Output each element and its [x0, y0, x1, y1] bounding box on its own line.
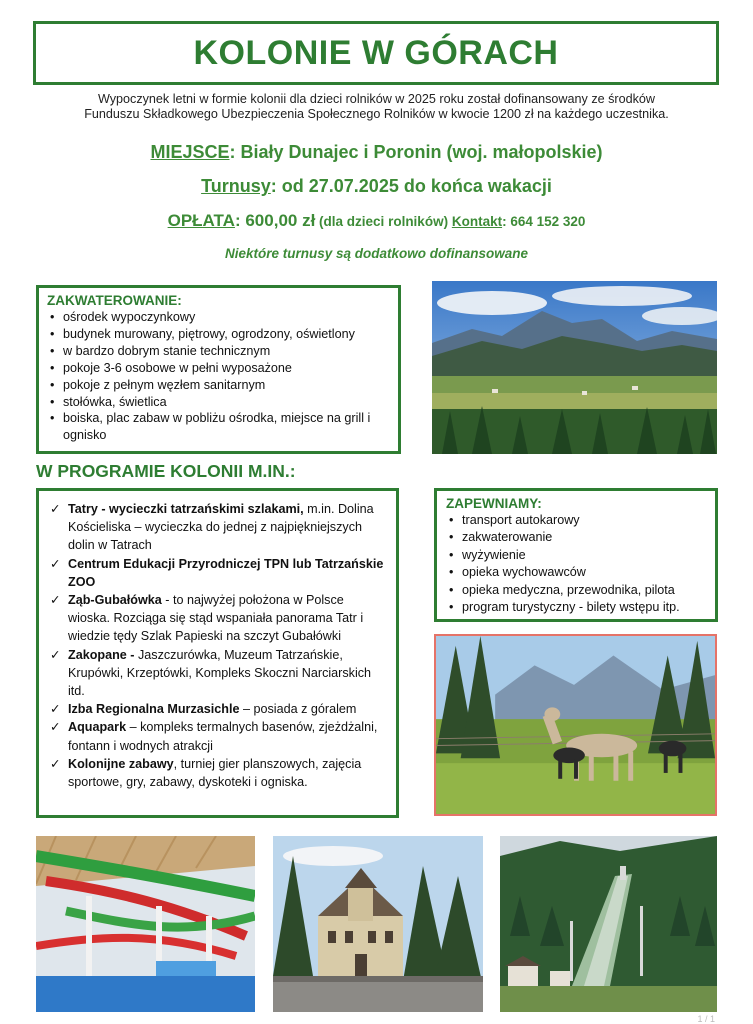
item-text: Jaszczurówka, Muzeum Tatrzańskie, Krupówki, Krzeptówki, Kompleks Skoczni Narciarskich itd. — [68, 647, 372, 699]
contact-label: Kontakt — [451, 214, 503, 229]
place-line — [0, 142, 753, 163]
mountains-photo — [432, 281, 717, 454]
alpacas-photo — [434, 634, 717, 816]
item-bold: Centrum Edukacji Przyrodniczej TPN lub Tatrzańskie ZOO — [68, 556, 384, 589]
intro-text — [30, 92, 723, 122]
check-icon: ✓ — [50, 720, 61, 735]
turns-label: Turnusy — [201, 176, 271, 196]
item-bold: Ząb-Gubałówka — [68, 593, 162, 608]
item-text: , turniej gier planszowych, zajęcia sportowe, gry, zabawy, dyskoteki i ogniska. — [68, 756, 362, 790]
fee-note: (dla dzieci rolników) — [315, 214, 452, 229]
turns-line — [0, 176, 753, 197]
list-item: • opieka medyczna, przewodnika, pilota — [446, 582, 706, 599]
check-icon: ✓ — [50, 702, 61, 717]
program-list — [47, 500, 388, 791]
museum-photo — [273, 836, 483, 1012]
list-item: • zakwaterowanie — [446, 529, 706, 546]
check-icon: ✓ — [50, 556, 61, 571]
list-item: • boiska, plac zabaw w pobliżu ośrodka, miejsce na grill i ognisko — [47, 410, 390, 444]
accommodation-list — [47, 309, 390, 444]
fee-line — [0, 211, 753, 231]
check-icon: ✓ — [50, 756, 61, 771]
check-icon: ✓ — [50, 593, 61, 608]
list-item — [47, 500, 388, 555]
list-item: • budynek murowany, piętrowy, ogrodzony, oświetlony — [47, 326, 390, 343]
title-box — [33, 21, 719, 85]
ski-jump-photo — [500, 836, 717, 1012]
page-number: 1 / 1 — [697, 1014, 715, 1024]
fee-label: OPŁATA — [167, 211, 235, 230]
accommodation-heading: ZAKWATEROWANIE: — [47, 293, 182, 308]
check-icon: ✓ — [50, 647, 61, 662]
intro-line-1: Wypoczynek letni w formie kolonii dla dzieci rolników w 2025 roku został dofinansowany ze środków — [97, 92, 656, 106]
place-label: MIEJSCE — [150, 142, 230, 162]
contact-value: : 664 152 320 — [502, 214, 586, 229]
list-item: • stołówka, świetlica — [47, 394, 390, 411]
list-item — [47, 755, 388, 791]
item-bold: Kolonijne zabawy — [68, 756, 174, 771]
accommodation-box — [36, 285, 401, 454]
provide-list — [446, 512, 706, 616]
item-text: m.in. Dolina Kościeliska – wycieczka do jednej z najpiękniejszych dolin w Tatrach — [68, 502, 374, 553]
intro-line-2: Funduszu Składkowego Ubezpieczenia Społecznego Rolników w kwocie 1200 zł na każdego uczestnika. — [84, 107, 669, 121]
provide-box — [434, 488, 718, 622]
list-item: • opieka wychowawców — [446, 564, 706, 581]
item-text: – posiada z góralem — [239, 702, 357, 717]
program-box — [36, 488, 399, 818]
list-item: • ośrodek wypoczynkowy — [47, 309, 390, 326]
list-item — [47, 718, 388, 754]
item-text: – kompleks termalnych basenów, zjeżdżalni, fontann i wodnych atrakcji — [68, 720, 378, 753]
program-heading: W PROGRAMIE KOLONII M.IN.: — [36, 461, 296, 481]
list-item — [47, 700, 388, 718]
place-value: : Biały Dunajec i Poronin (woj. małopolskie) — [229, 142, 603, 162]
provide-heading: ZAPEWNIAMY: — [446, 496, 542, 511]
item-bold: Aquapark — [68, 720, 127, 735]
list-item: • pokoje z pełnym węzłem sanitarnym — [47, 377, 390, 394]
item-text: - to najwyżej położona w Polsce wioska. Rozciąga się stąd wspaniała panorama Tatr i wiedzie tędy Szlak Papieski na szczyt Gubałówki — [68, 593, 364, 644]
list-item: • w bardzo dobrym stanie technicznym — [47, 343, 390, 360]
item-bold: Tatry - wycieczki tatrzańskimi szlakami, — [68, 502, 304, 516]
subsidy-note: Niektóre turnusy są dodatkowo dofinansowane — [224, 246, 529, 261]
item-bold: Izba Regionalna Murzasichle — [68, 702, 240, 717]
fee-value: : 600,00 zł — [234, 211, 316, 230]
list-item: • wyżywienie — [446, 547, 706, 564]
turns-value: : od 27.07.2025 do końca wakacji — [270, 176, 552, 196]
list-item — [47, 646, 388, 701]
list-item — [47, 555, 388, 591]
check-icon: ✓ — [50, 502, 61, 516]
item-bold: Zakopane - — [68, 647, 135, 662]
list-item: • program turystyczny - bilety wstępu itp. — [446, 599, 706, 616]
list-item: • transport autokarowy — [446, 512, 706, 529]
list-item: • pokoje 3-6 osobowe w pełni wyposażone — [47, 360, 390, 377]
list-item — [47, 591, 388, 646]
page-title: KOLONIE W GÓRACH — [193, 33, 559, 72]
aquapark-photo — [36, 836, 255, 1012]
